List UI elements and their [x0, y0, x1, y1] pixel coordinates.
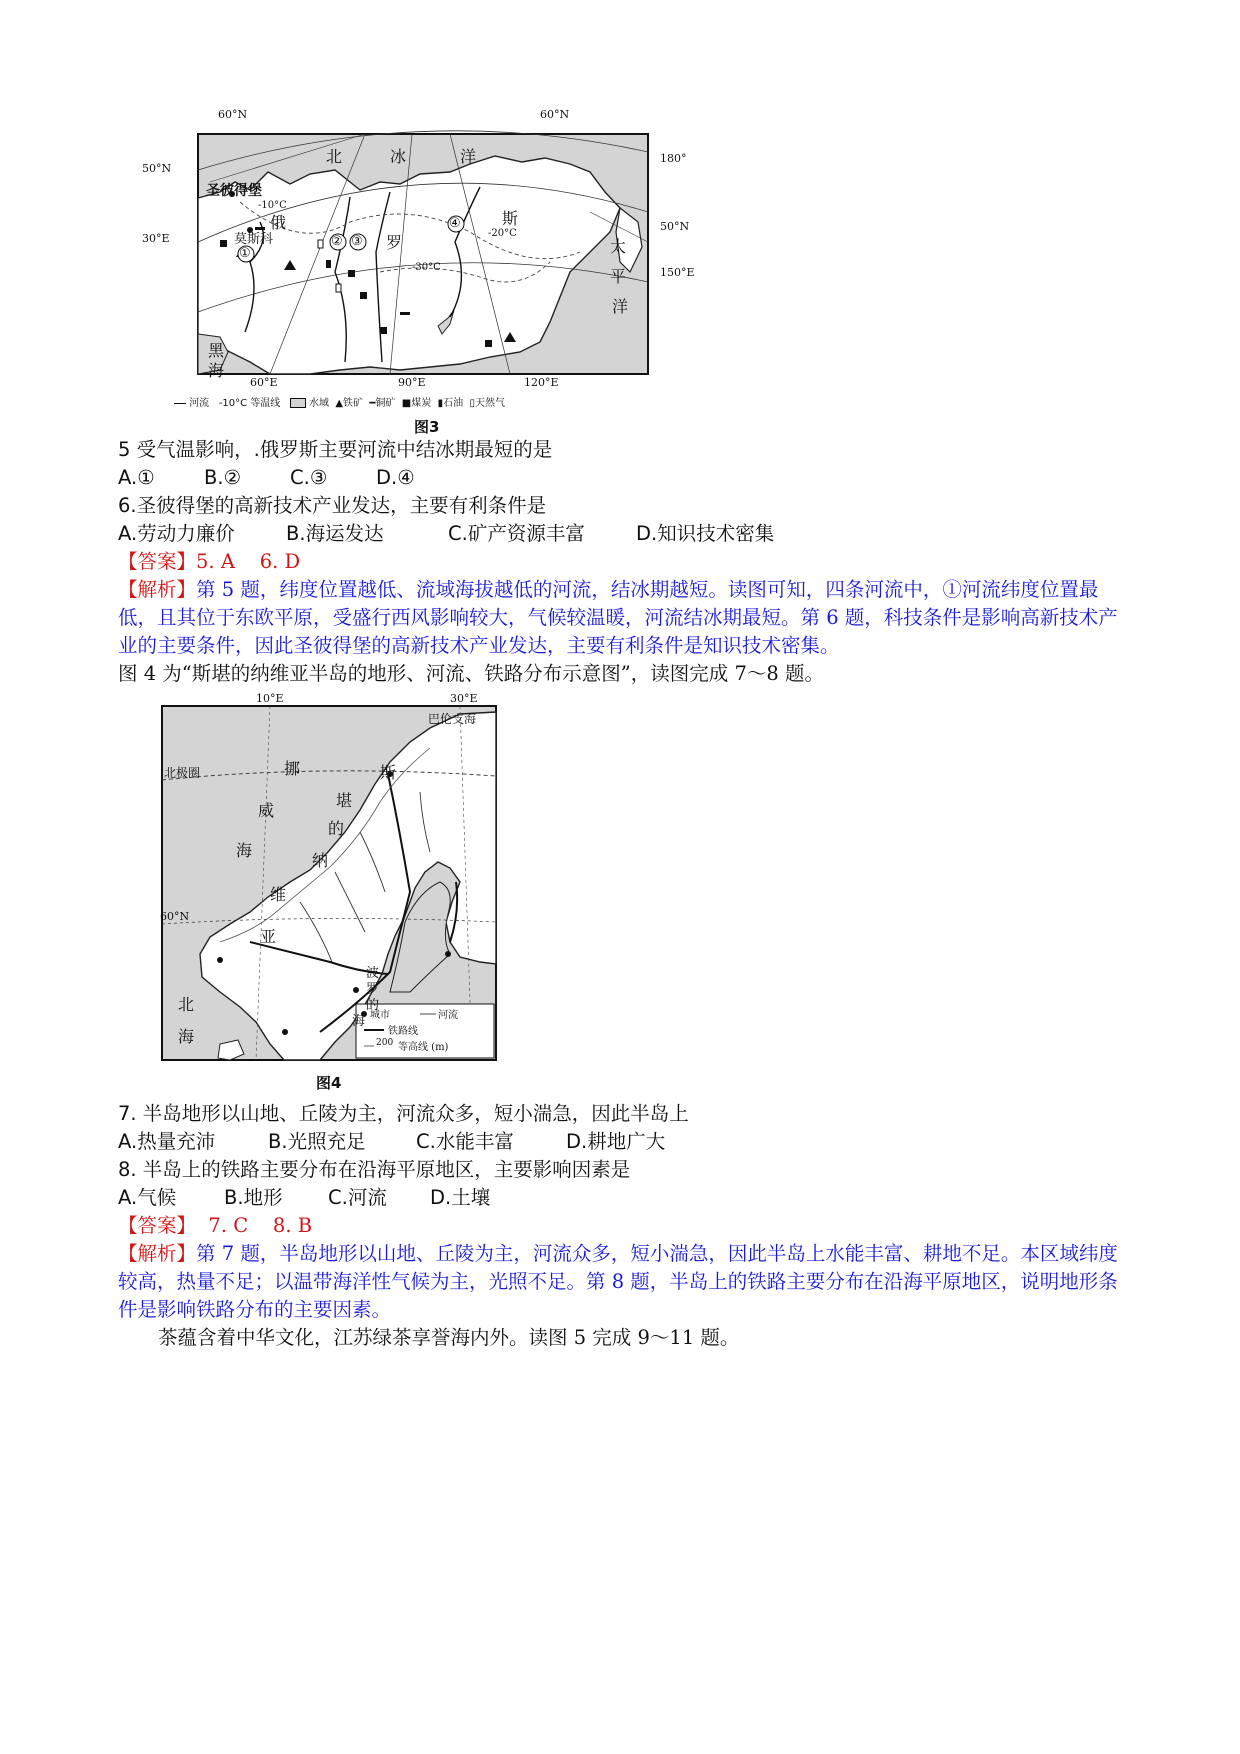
label-si: 斯 [380, 763, 397, 782]
label-sea-bei: 北 [326, 147, 343, 166]
q7-option-a: A.热量充沛 [118, 1130, 216, 1153]
label-isotherm-minus20: -20°C [488, 228, 517, 239]
legend-oil-icon: ▮ [437, 398, 444, 409]
q5-option-b: B.② [204, 466, 242, 489]
q7-option-b: B.光照充足 [268, 1130, 366, 1153]
figure3-caption: 图3 [414, 418, 440, 436]
label-bei: 北 [178, 995, 195, 1014]
figure-3 [142, 108, 720, 442]
legend-oil: 石油 [443, 398, 464, 409]
label-luo: 罗 [366, 982, 380, 997]
legend-railway: 铁路线 [388, 1026, 418, 1037]
figure4-caption: 图4 [316, 1074, 342, 1092]
label-pacific-ping: 平 [610, 267, 627, 286]
legend-river: 河流 [189, 398, 210, 409]
figure-4 [160, 692, 500, 1092]
legend-iron-icon: ▲ [335, 398, 344, 409]
q5-stem: 5 受气温影响，.俄罗斯主要河流中结冰期最短的是 [118, 438, 553, 461]
label-wei: 威 [258, 801, 275, 820]
label-de2: 的 [366, 998, 380, 1013]
copper-icon [400, 312, 410, 315]
city-dot [353, 987, 359, 993]
analysis-2-label: 【解析】 [118, 1242, 197, 1265]
q5-options [118, 464, 415, 492]
legend-coal: 煤炭 [411, 398, 432, 409]
q6-option-d: D.知识技术密集 [636, 522, 775, 545]
city-dot [445, 951, 451, 957]
legend-river-icon [174, 403, 186, 404]
intro-2: 图 4 为“斯堪的纳维亚半岛的地形、河流、铁路分布示意图”，读图完成 7～8 题。 [118, 662, 824, 685]
answer-2-label: 【答案】 [118, 1214, 197, 1237]
label-hai: 海 [236, 841, 253, 860]
analysis-2-text: 第 7 题，半岛地形以山地、丘陵为主，河流众多，短小湍急，因此半岛上水能丰富、耕地不足。本区域纬度较高，热量不足；以温带海洋性气候为主，光照不足。第 8 题，半岛上的铁路主要分布在沿海平原地区，说明地形条件是影响铁路分布的主要因素。 [118, 1242, 1118, 1321]
label-lat60-right: 60°N [540, 108, 570, 121]
q7-options [118, 1128, 665, 1156]
q6-stem: 6.圣彼得堡的高新技术产业发达，主要有利条件是 [118, 494, 547, 517]
q7-stem: 7. 半岛地形以山地、丘陵为主，河流众多，短小湍急，因此半岛上 [118, 1102, 689, 1125]
q5-option-d: D.④ [376, 466, 415, 489]
gas-icon [336, 284, 341, 292]
label-sea-bing: 冰 [390, 147, 407, 166]
legend-contour-value: 200 [376, 1038, 394, 1048]
label-wei2: 维 [270, 885, 287, 904]
legend-water-icon [290, 398, 306, 408]
label-isotherm-minus30: -30°C [412, 262, 441, 273]
label-moscow: 莫斯科 [234, 232, 274, 247]
answer-1-label: 【答案】 [118, 550, 197, 573]
q6-option-b: B.海运发达 [286, 522, 384, 545]
legend-river: 河流 [438, 1010, 458, 1021]
answer-2 [118, 1212, 312, 1240]
coal-icon [485, 340, 492, 347]
city-dot [217, 957, 223, 963]
label-barents: 巴伦支海 [428, 712, 477, 726]
label-river-1: ① [239, 246, 251, 261]
legend-water: 水域 [308, 398, 329, 409]
q6-options [118, 520, 774, 548]
q5-option-c: C.③ [290, 466, 328, 489]
figure3-legend [174, 394, 694, 410]
label-hai3: 海 [352, 1014, 366, 1029]
analysis-1 [118, 576, 1128, 660]
label-hai2: 海 [178, 1027, 195, 1046]
q8-option-d: D.土壤 [430, 1186, 491, 1209]
coal-icon [380, 327, 387, 334]
q6-option-c: C.矿产资源丰富 [448, 522, 585, 545]
label-heihai-hai: 海 [208, 361, 225, 380]
analysis-2 [118, 1240, 1128, 1324]
label-pacific-yang: 洋 [612, 297, 629, 316]
label-ya: 亚 [260, 927, 277, 946]
analysis-1-label: 【解析】 [118, 578, 197, 601]
intro-3: 茶蕴含着中华文化，江苏绿茶享誉海内外。读图 5 完成 9～11 题。 [158, 1326, 740, 1349]
answer-2-text: 7. C 8. B [196, 1214, 313, 1237]
label-lat50-right: 50°N [660, 220, 690, 233]
legend-copper-icon: ━ [369, 398, 376, 409]
q8-option-a: A.气候 [118, 1186, 177, 1209]
legend-city: 城市 [370, 1010, 390, 1021]
label-na: 纳 [312, 851, 329, 870]
label-bo: 波 [366, 966, 380, 981]
legend-iron: 铁矿 [343, 398, 364, 409]
label-lon120: 120°E [524, 376, 559, 389]
label-lon30: 30°E [450, 692, 478, 705]
legend-gas: 天然气 [474, 398, 505, 409]
legend-coal-icon: ■ [401, 398, 412, 409]
label-lat60: 60°N [160, 910, 190, 923]
label-lon180: 180° [660, 152, 687, 165]
label-st-petersburg: 圣彼得堡 [206, 183, 262, 199]
gas-icon [318, 240, 323, 248]
legend-gas-icon: ▯ [469, 398, 475, 409]
answer-1 [118, 548, 300, 576]
label-lat50-left: 50°N [142, 162, 172, 175]
q8-stem: 8. 半岛上的铁路主要分布在沿海平原地区，主要影响因素是 [118, 1158, 631, 1181]
label-river-2: ② [331, 234, 343, 249]
q8-options [118, 1184, 490, 1212]
label-eluo-luo: 罗 [386, 233, 403, 252]
legend-copper: 铜矿 [375, 398, 396, 409]
label-eluo-e: 俄 [270, 213, 287, 232]
label-river-4: ④ [449, 216, 461, 231]
label-lon10: 10°E [256, 692, 284, 705]
legend-isotherm: -10°C 等温线 [218, 398, 281, 409]
label-heihai-hei: 黑 [208, 341, 225, 360]
city-dot [282, 1029, 288, 1035]
coal-icon [220, 240, 227, 247]
coal-icon [360, 292, 367, 299]
q8-option-c: C.河流 [328, 1186, 387, 1209]
label-eluo-si: 斯 [502, 209, 519, 228]
label-lon150: 150°E [660, 266, 695, 279]
q7-option-c: C.水能丰富 [416, 1130, 514, 1153]
q5-option-a: A.① [118, 466, 155, 489]
label-pacific-tai: 太 [610, 237, 627, 256]
label-arctic-circle: 北极圈 [164, 766, 201, 780]
label-lat60-left: 60°N [218, 108, 248, 121]
label-lon60: 60°E [250, 376, 278, 389]
q7-option-d: D.耕地广大 [566, 1130, 666, 1153]
label-kan: 堪 [336, 791, 353, 810]
label-sea-yang: 洋 [460, 147, 477, 166]
oil-icon [326, 260, 331, 268]
label-nuo: 挪 [284, 759, 301, 778]
label-river-3: ③ [351, 234, 363, 249]
analysis-1-text: 第 5 题，纬度位置越低、流域海拔越低的河流，结冰期越短。读图可知，四条河流中，①河流纬度位置最低，且其位于东欧平原，受盛行西风影响较大，气候较温暖，河流结冰期最短。第 6 题，科技条件是影响高新技术产业的主要条件，因此圣彼得堡的高新技术产业发达，主要有利条件是知识技术密集。 [118, 578, 1118, 657]
label-lon30: 30°E [142, 232, 170, 245]
label-lon90: 90°E [398, 376, 426, 389]
label-isotherm-minus10: -10°C [258, 200, 287, 211]
answer-1-text: 5. A 6. D [196, 550, 301, 573]
legend-contour: 等高线 (m) [398, 1042, 449, 1053]
label-de: 的 [328, 819, 345, 838]
q6-option-a: A.劳动力廉价 [118, 522, 235, 545]
coal-icon [348, 270, 355, 277]
q8-option-b: B.地形 [224, 1186, 283, 1209]
